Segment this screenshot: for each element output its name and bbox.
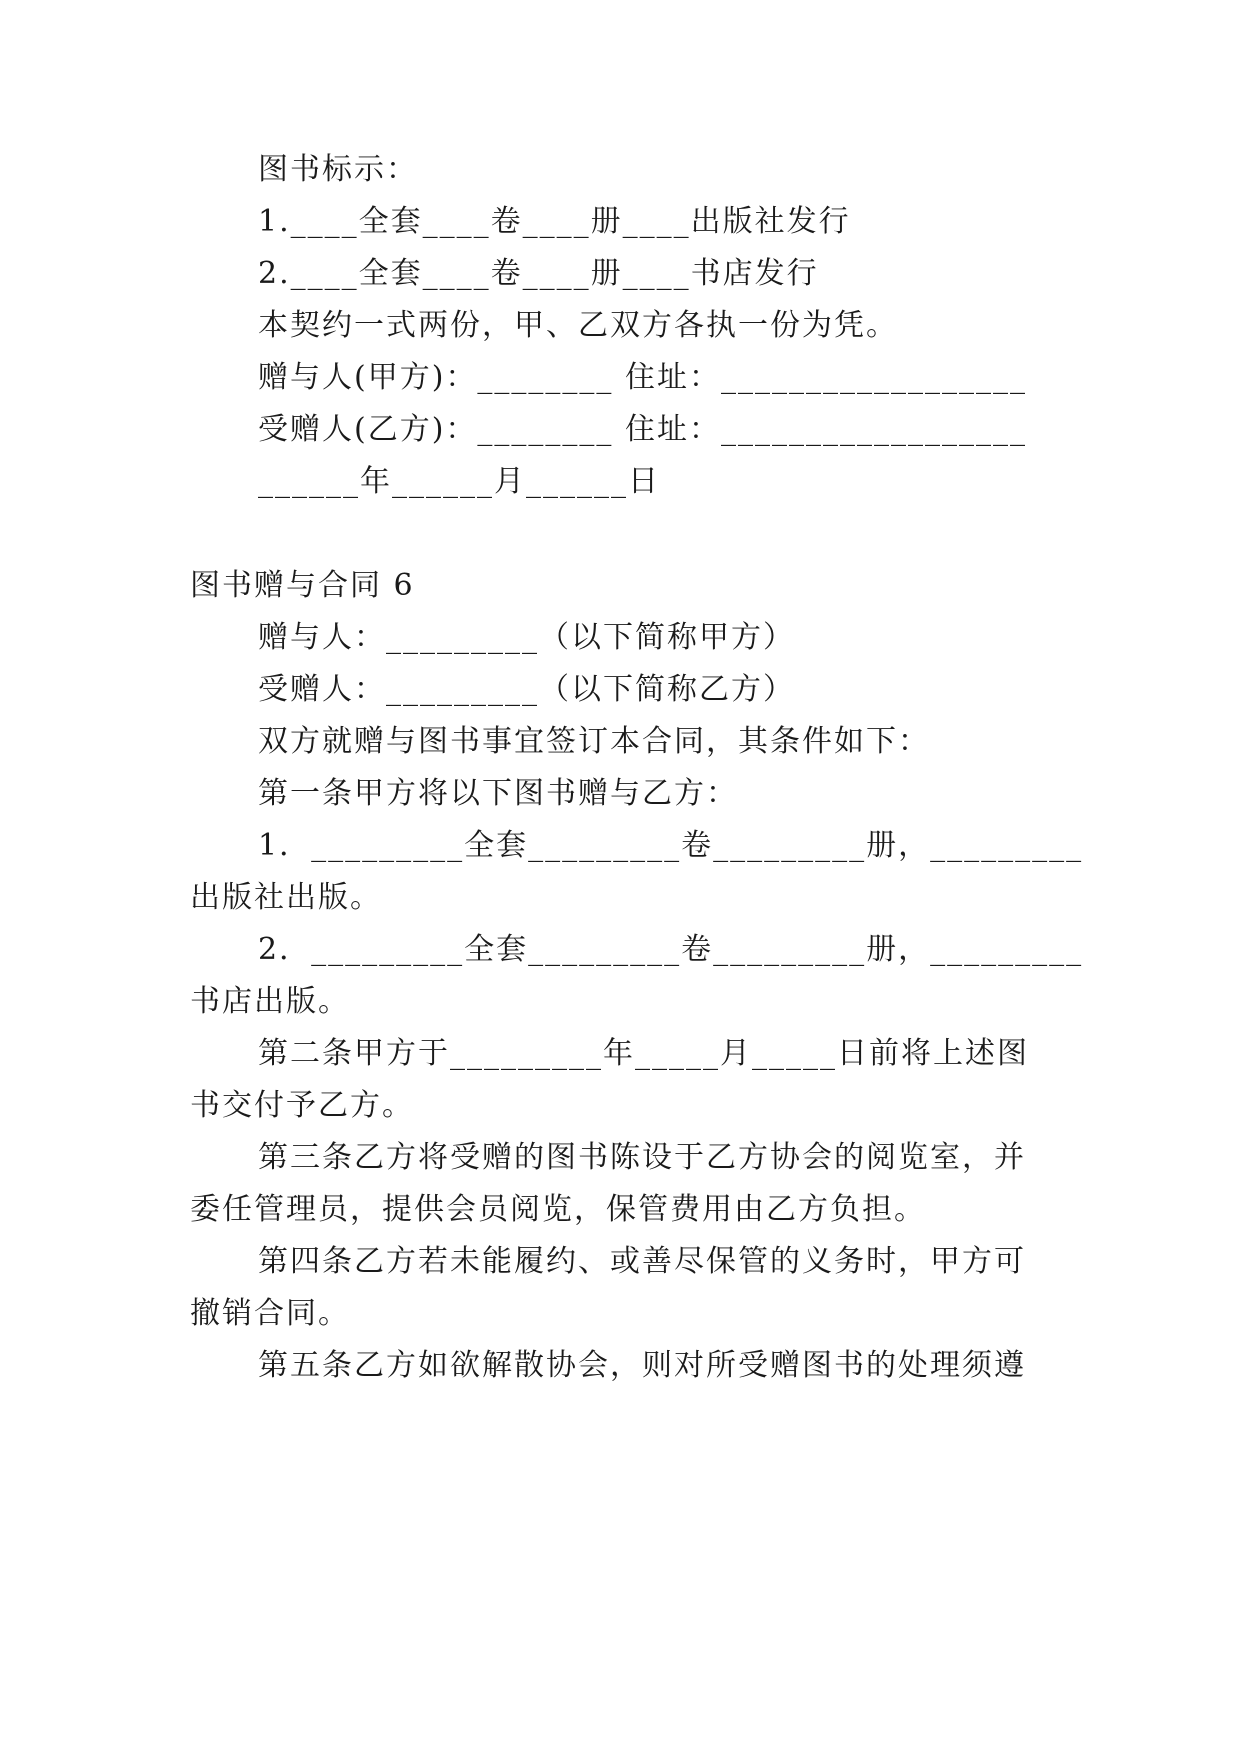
article-1-item-2-continued: 书店出版。 <box>190 984 350 1019</box>
book-item-2: 2.____全套____卷____册____书店发行 <box>258 256 819 291</box>
intro-paragraph: 双方就赠与图书事宜签订本合同，其条件如下： <box>258 724 930 759</box>
book-labeling-heading: 图书标示： <box>258 152 418 187</box>
section-title: 图书赠与合同 6 <box>190 568 415 603</box>
article-1-heading: 第一条甲方将以下图书赠与乙方： <box>258 776 738 811</box>
article-1-item-2: 2．_________全套_________卷_________册，_________ <box>258 932 1084 967</box>
article-2-paragraph-continued: 书交付予乙方。 <box>190 1088 414 1123</box>
copies-clause: 本契约一式两份，甲、乙双方各执一份为凭。 <box>258 308 898 343</box>
article-2-paragraph: 第二条甲方于_________年_____月_____日前将上述图 <box>258 1036 1029 1071</box>
article-3-paragraph-continued: 委任管理员，提供会员阅览，保管费用由乙方负担。 <box>190 1192 926 1227</box>
article-4-paragraph: 第四条乙方若未能履约、或善尽保管的义务时，甲方可 <box>258 1244 1026 1279</box>
donor-line: 赠与人：_________（以下简称甲方） <box>258 620 795 655</box>
article-3-paragraph: 第三条乙方将受赠的图书陈设于乙方协会的阅览室，并 <box>258 1140 1026 1175</box>
recipient-signature-line: 受赠人(乙方)：________ 住址：__________________ <box>258 412 1027 447</box>
article-1-item-1: 1．_________全套_________卷_________册，_________ <box>258 828 1084 863</box>
book-item-1: 1.____全套____卷____册____出版社发行 <box>258 204 851 239</box>
date-line: ______年______月______日 <box>258 464 660 499</box>
article-4-paragraph-continued: 撤销合同。 <box>190 1296 350 1331</box>
recipient-line: 受赠人：_________（以下简称乙方） <box>258 672 795 707</box>
article-5-paragraph: 第五条乙方如欲解散协会，则对所受赠图书的处理须遵 <box>258 1348 1026 1383</box>
article-1-item-1-continued: 出版社出版。 <box>190 880 382 915</box>
donor-signature-line: 赠与人(甲方)：________ 住址：__________________ <box>258 360 1027 395</box>
